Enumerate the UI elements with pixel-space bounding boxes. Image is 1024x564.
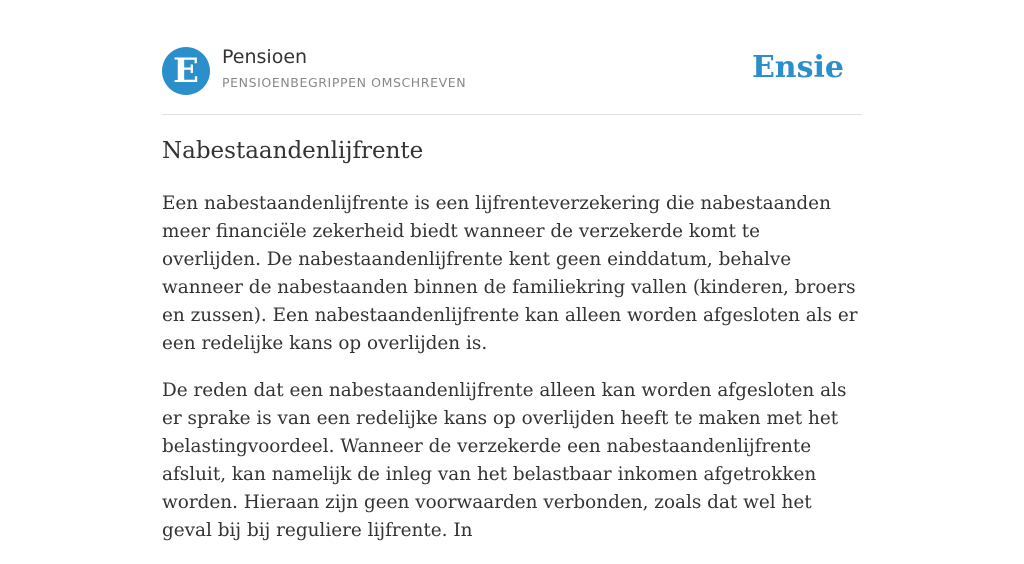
article-paragraph: Een nabestaandenlijfrente is een lijfrenteverzekering die nabestaanden meer financiële zekerheid biedt wanneer de verzekerde komt te overlijden. De nabestaandenlijfrente kent geen einddatum, behalve wanneer de nabestaanden binnen de familiekring vallen (kinderen, broers en zussen). Een nabestaandenlijfrente kan alleen worden afgesloten als er een redelijke kans op overlijden is. xyxy=(162,193,858,354)
site-name-link[interactable]: Pensioen xyxy=(222,46,308,68)
site-subtitle: PENSIOENBEGRIPPEN OMSCHREVEN xyxy=(222,75,467,90)
site-logo-icon[interactable] xyxy=(162,47,210,95)
article-paragraph: De reden dat een nabestaandenlijfrente alleen kan worden afgesloten als er sprake is van een redelijke kans op overlijden heeft te maken met het belastingvoordeel. Wanneer de verzekerde een nabestaandenlijfrente afsluit, kan namelijk de inleg van het belastbaar inkomen afgetrokken worden. Hieraan zijn geen voorwaarden verbonden, zoals dat wel het geval bij bij reguliere lijfrente. In xyxy=(162,380,847,541)
article-body xyxy=(162,190,862,564)
article-title: Nabestaandenlijfrente xyxy=(162,138,424,164)
brand-logo-link[interactable]: Ensie xyxy=(751,50,844,85)
site-header xyxy=(162,0,862,115)
logo-letter: E xyxy=(173,51,199,91)
